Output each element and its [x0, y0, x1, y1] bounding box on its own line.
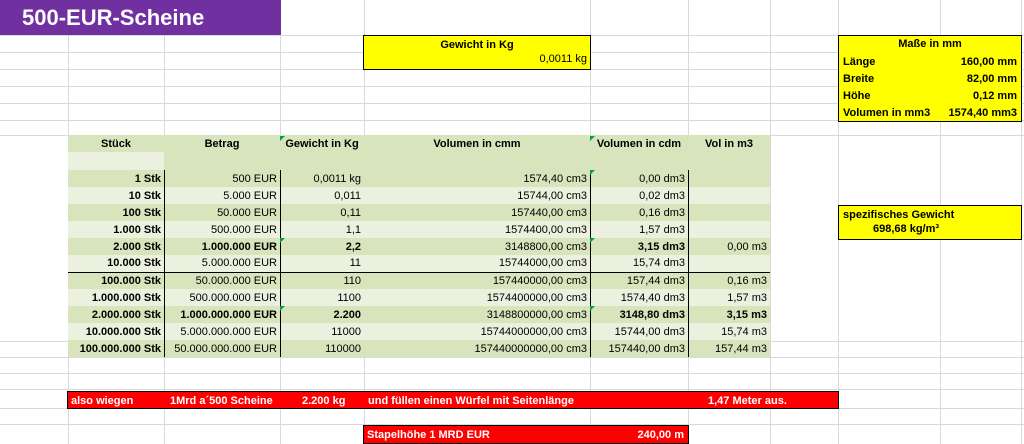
- specific-weight-value: 698,68 kg/m³: [873, 223, 940, 235]
- table-divider: [688, 170, 689, 357]
- dimension-row-width: Breite 82,00 mm: [843, 72, 1017, 85]
- table-row: 2.000 Stk 1.000.000 EUR 2,2 3148800,00 cm3 3,15 dm3 0,00 m3: [68, 238, 770, 255]
- dimension-row-length: Länge 160,00 mm: [843, 55, 1017, 68]
- summary-text-3: 2.200 kg: [302, 395, 346, 407]
- table-row: 10.000 Stk 5.000.000 EUR 11 15744000,00 cm3 15,74 dm3: [68, 255, 770, 272]
- table-divider: [164, 170, 165, 357]
- summary-bar: [67, 391, 839, 409]
- stack-height-label: Stapelhöhe 1 MRD EUR: [367, 429, 490, 441]
- table-row: 100.000 Stk 50.000.000 EUR 110 157440000,00 cm3 157,44 dm3 0,16 m3: [68, 272, 770, 289]
- table-spacer-row: [68, 152, 770, 170]
- dimension-row-volume: Volumen in mm3 1574,40 mm3: [843, 106, 1017, 119]
- banknote-table: [68, 135, 770, 357]
- dimensions-box: [838, 35, 1022, 122]
- table-row: 10.000.000 Stk 5.000.000.000 EUR 11000 15744000000,00 cm3 15744,00 dm3 15,74 m3: [68, 323, 770, 340]
- table-row: 100.000.000 Stk 50.000.000.000 EUR 110000 157440000000,00 cm3 157440,00 dm3 157,44 m3: [68, 340, 770, 357]
- stack-height-bar: [363, 425, 689, 444]
- header-volume-cdm: Volumen in cdm: [590, 135, 688, 152]
- summary-text-5: 1,47 Meter aus.: [708, 395, 787, 407]
- comment-marker-icon[interactable]: [280, 306, 285, 311]
- table-row: 10 Stk 5.000 EUR 0,011 15744,00 cm3 0,02 dm3: [68, 187, 770, 204]
- summary-text-2: 1Mrd a´500 Scheine: [170, 395, 273, 407]
- header-weight: Gewicht in Kg: [280, 135, 364, 152]
- table-divider: [590, 170, 591, 357]
- weight-box-value: 0,0011 kg: [539, 53, 587, 65]
- comment-marker-icon[interactable]: [590, 170, 595, 175]
- table-header-row: [68, 135, 770, 152]
- comment-marker-icon[interactable]: [590, 136, 595, 141]
- specific-weight-label: spezifisches Gewicht: [843, 209, 955, 221]
- header-amount: Betrag: [164, 135, 280, 152]
- summary-text-4: und füllen einen Würfel mit Seitenlänge: [368, 395, 574, 407]
- specific-weight-box: [838, 205, 1022, 240]
- dimensions-header: Maße in mm: [898, 38, 962, 50]
- stack-height-value: 240,00 m: [637, 429, 684, 441]
- comment-marker-icon[interactable]: [590, 238, 595, 243]
- table-row: 1.000.000 Stk 500.000.000 EUR 1100 1574400000,00 cm3 1574,40 dm3 1,57 m3: [68, 289, 770, 306]
- header-volume-m3: Vol in m3: [688, 135, 770, 152]
- comment-marker-icon[interactable]: [590, 306, 595, 311]
- table-row: 1 Stk 500 EUR 0,0011 kg 1574,40 cm3 0,00 dm3: [68, 170, 770, 187]
- table-divider: [280, 170, 281, 357]
- weight-box-header: Gewicht in Kg: [440, 39, 514, 51]
- header-volume-cmm: Volumen in cmm: [364, 135, 590, 152]
- header-pieces: Stück: [68, 135, 164, 152]
- table-row: 1.000 Stk 500.000 EUR 1,1 1574400,00 cm3 1,57 dm3: [68, 221, 770, 238]
- comment-marker-icon[interactable]: [280, 238, 285, 243]
- summary-text-1: also wiegen: [71, 395, 134, 407]
- dimension-row-height: Höhe 0,12 mm: [843, 89, 1017, 102]
- comment-marker-icon[interactable]: [280, 136, 285, 141]
- table-row: 100 Stk 50.000 EUR 0,11 157440,00 cm3 0,16 dm3: [68, 204, 770, 221]
- table-row: 2.000.000 Stk 1.000.000.000 EUR 2.200 3148800000,00 cm3 3148,80 dm3 3,15 m3: [68, 306, 770, 323]
- weight-box: [363, 35, 591, 70]
- sheet-title: 500-EUR-Scheine: [0, 0, 281, 35]
